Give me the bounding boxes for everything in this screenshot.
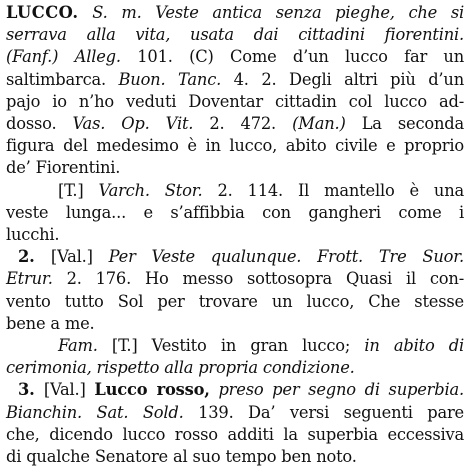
entry-line — [6, 246, 464, 268]
entry-line — [6, 2, 464, 24]
entry-text: 2. — [18, 247, 51, 267]
entry-text: 139. Da’ versi seguenti pare — [183, 402, 464, 422]
entry-line — [6, 335, 464, 357]
entry-text: Etrur. — [6, 269, 53, 289]
entry-text: cerimonia, rispetto alla propria condizione. — [6, 358, 355, 378]
entry-text: Lucco rosso, — [94, 380, 210, 400]
entry-text: de’ Fiorentini. — [6, 158, 121, 178]
entry-text: 2. 472. — [193, 114, 293, 134]
entry-line — [6, 424, 464, 446]
entry-line — [6, 69, 464, 91]
entry-text: serrava alla vita, usata dai cittadini fiorentini. — [6, 25, 464, 45]
entry-text: (Fanf.) Alleg. — [6, 47, 121, 67]
entry-text: preso per segno di superbia. — [209, 380, 464, 400]
entry-line — [6, 135, 464, 157]
entry-text: 2. 176. Ho messo sottosopra Quasi il con- — [52, 269, 464, 289]
entry-text: [Val.] — [50, 247, 109, 267]
entry-text: 101. (C) Come d’un lucco far un — [120, 47, 464, 67]
entry-text: Varch. Stor. — [98, 180, 203, 200]
entry-text: 3. — [18, 380, 44, 400]
entry-text: [Val.] — [43, 380, 95, 400]
entry-text: in abito di — [364, 336, 464, 356]
entry-text: 4. 2. Degli altri più d’un — [221, 69, 464, 89]
entry-text: [T.] Vestito in gran lucco; — [97, 336, 365, 356]
entry-text: bene a me. — [6, 313, 95, 333]
entry-text: lucchi. — [6, 225, 60, 245]
entry-text: figura del medesimo è in lucco, abito civile e proprio — [6, 136, 464, 156]
entry-text: Buon. Tanc. — [118, 69, 222, 89]
entry-text: Bianchin. Sat. Sold. — [6, 402, 184, 422]
entry-line — [6, 268, 464, 290]
entry-line — [6, 157, 464, 179]
entry-text: dosso. — [6, 114, 73, 134]
entry-text: che, dicendo lucco rosso additi la superbia eccessiva — [6, 424, 464, 444]
entry-line — [6, 180, 464, 202]
entry-line — [6, 113, 464, 135]
headword: LUCCO. — [6, 3, 79, 22]
entry-text: di qualche Senatore al suo tempo ben noto. — [6, 447, 357, 467]
entry-line — [6, 379, 464, 401]
entry-line — [6, 224, 464, 246]
entry-line — [6, 46, 464, 68]
entry-line — [6, 91, 464, 113]
entry-text: Fam. — [58, 336, 98, 356]
entry-text: pajo io n’ho veduti Doventar cittadin col lucco ad- — [6, 91, 464, 111]
entry-line — [6, 446, 464, 468]
entry-text: 2. 114. Il mantello è una — [202, 180, 464, 200]
entry-line — [6, 291, 464, 313]
entry-text: (Man.) — [292, 114, 346, 134]
entry-text: S. m. Veste antica senza pieghe, che si — [78, 3, 464, 22]
entry-line — [6, 24, 464, 46]
entry-line — [6, 202, 464, 224]
entry-text: vento tutto Sol per trovare un lucco, Che stesse — [6, 291, 464, 311]
entry-text: Per Veste qualunque. Frott. Tre Suor. — [108, 247, 464, 267]
entry-text: Vas. Op. Vit. — [72, 114, 194, 134]
entry-text: La seconda — [345, 114, 465, 134]
entry-text: saltimbarca. — [6, 69, 119, 89]
entry-line — [6, 402, 464, 424]
entry-text: [T.] — [58, 180, 99, 200]
entry-text: veste lunga... e s’affibbia con gangheri come i — [6, 202, 464, 222]
entry-line — [6, 313, 464, 335]
entry-line — [6, 357, 464, 379]
